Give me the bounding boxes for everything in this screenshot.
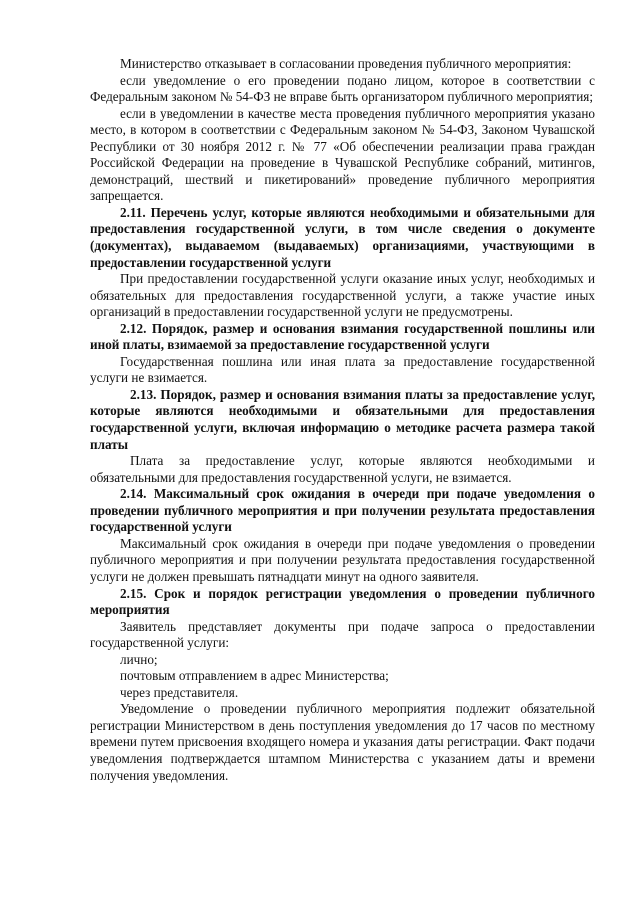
section-2-12-heading: 2.12. Порядок, размер и основания взимания государственной пошлины или иной платы, взимаемой за предоставление государственной услуги: [90, 320, 595, 353]
refusal-reason-organizer: если уведомление о его проведении подано лицом, которое в соответствии с Федеральным законом № 54-ФЗ не вправе быть организатором публичного мероприятия;: [90, 72, 595, 105]
section-2-11-heading: 2.11. Перечень услуг, которые являются необходимыми и обязательными для предоставления государственной услуги, в том числе сведения о документе (документах), выдаваемом (выдаваемых) организациями, участвующими в предоставлении государственной услуги: [90, 204, 595, 270]
section-2-14-heading: 2.14. Максимальный срок ожидания в очереди при подаче уведомления о проведении публичного мероприятия и при получении результата предоставления государственной услуги: [90, 486, 595, 535]
list-item: почтовым отправлением в адрес Министерства;: [120, 668, 389, 684]
section-2-15-heading: 2.15. Срок и порядок регистрации уведомления о проведении публичного мероприятия: [90, 585, 595, 618]
list-item: лично;: [120, 651, 158, 667]
section-2-14-body: Максимальный срок ожидания в очереди при подаче уведомления о проведении публичного мероприятия и при получении результата предоставления государственной услуги не должен превышать пятнадцати минут на одного заявителя.: [90, 535, 595, 584]
refusal-reason-place: если в уведомлении в качестве места проведения публичного мероприятия указано место, в котором в соответствии с Федеральным законом № 54-ФЗ, Законом Чувашской Республики от 30 ноября 2012 г. № 77 «Об обеспечении реализации права граждан Российской Федерации на проведение в Чувашской Республике собраний, митингов, демонстраций, шествий и пикетирований» проведение публичного мероприятия запрещается.: [90, 105, 595, 204]
refusal-intro-paragraph: Министерство отказывает в согласовании проведения публичного мероприятия:: [120, 56, 572, 71]
section-2-15-intro: Заявитель представляет документы при подаче запроса о предоставлении государственной услуги:: [90, 618, 595, 651]
section-2-13-body: Плата за предоставление услуг, которые являются необходимыми и обязательными для предоставления государственной услуги, не взимается.: [90, 453, 595, 485]
section-2-11-body: При предоставлении государственной услуги оказание иных услуг, необходимых и обязательных для предоставления государственной услуги, а также участие иных организаций в предоставлении государственной услуги не предусмотрены.: [90, 271, 595, 320]
document-page: [90, 56, 595, 784]
list-item: через представителя.: [120, 684, 239, 700]
section-2-12-body: Государственная пошлина или иная плата за предоставление государственной услуги не взимается.: [90, 353, 595, 386]
section-2-13-heading: 2.13. Порядок, размер и основания взимания платы за предоставление услуг, которые являются необходимыми и обязательными для предоставления государственной услуги, включая информацию о методике расчета размера такой платы: [90, 386, 595, 452]
section-2-15-registration: Уведомление о проведении публичного мероприятия подлежит обязательной регистрации Министерством в день поступления уведомления до 17 часов по местному времени путем присвоения входящего номера и указания даты регистрации. Факт подачи уведомления подтверждается штампом Министерства с указанием даты и времени получения уведомления.: [90, 701, 595, 783]
